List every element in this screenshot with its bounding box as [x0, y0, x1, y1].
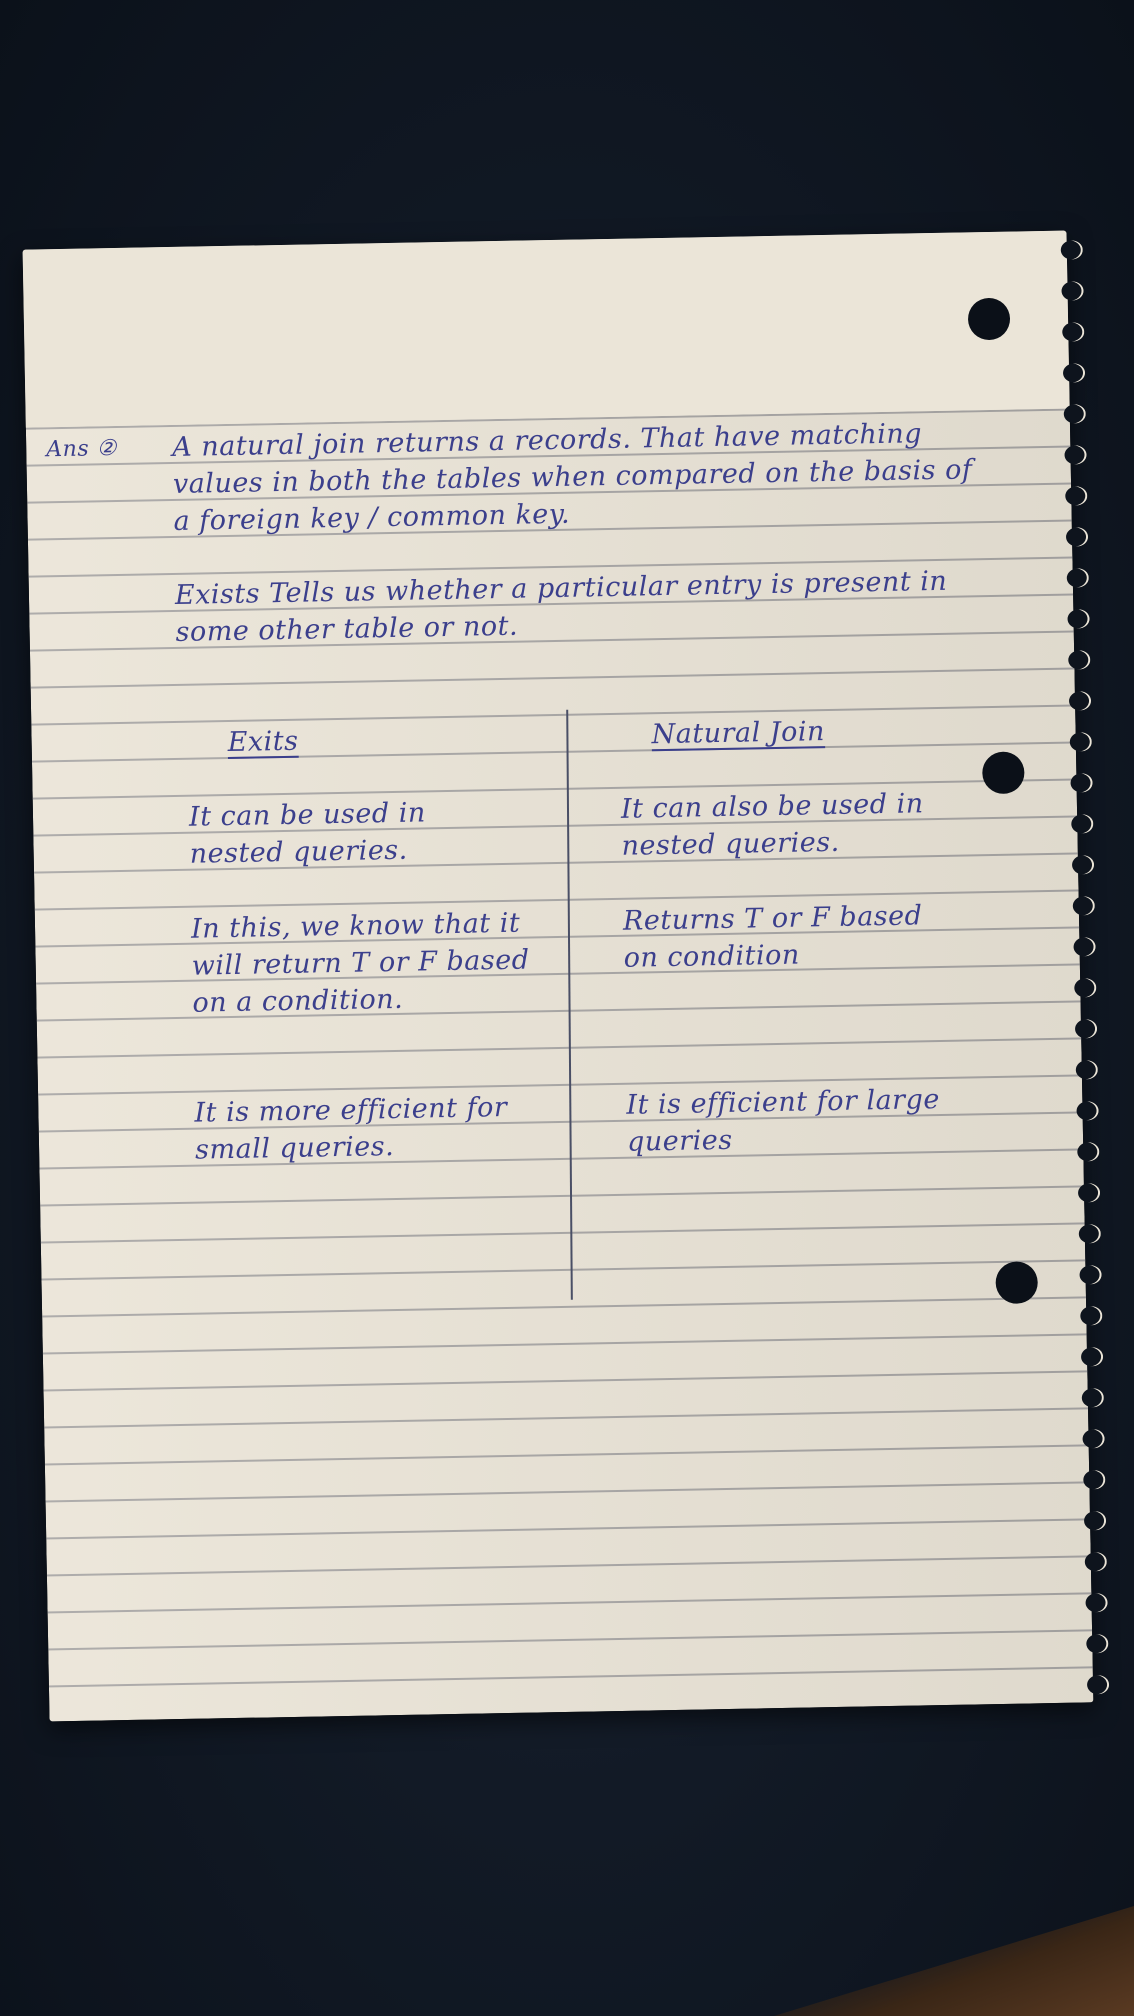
spiral-hole	[1080, 1306, 1102, 1325]
spiral-hole	[1063, 363, 1085, 382]
spiral-hole	[1087, 1675, 1109, 1694]
left-column-heading: Exits	[227, 725, 299, 759]
spiral-hole	[1079, 1224, 1101, 1243]
natural-join-definition: A natural join returns a records. That have matching values in both the tables when compared on the basis of a foreign key / common key.	[171, 418, 982, 537]
spiral-torn-edge	[1054, 230, 1119, 1702]
floor-corner	[774, 1906, 1134, 2016]
left-point-3: It is more efficient for small queries.	[194, 1091, 517, 1166]
spiral-hole	[1070, 773, 1092, 792]
spiral-hole	[1067, 568, 1089, 587]
spiral-hole	[1084, 1511, 1106, 1530]
spiral-hole	[1071, 814, 1093, 833]
punch-hole-middle	[982, 751, 1025, 794]
spiral-hole	[1064, 445, 1086, 464]
right-point-2: Returns T or F based on condition	[622, 900, 932, 974]
spiral-hole	[1069, 691, 1091, 710]
spiral-hole	[1064, 404, 1086, 423]
spiral-hole	[1079, 1265, 1101, 1284]
spiral-hole	[1072, 855, 1094, 874]
left-point-2: In this, we know that it will return T or F based on a condition.	[190, 907, 539, 1019]
notebook-page	[23, 231, 1094, 1722]
left-point-1: It can be used in nested queries.	[188, 797, 436, 870]
spiral-hole	[1085, 1552, 1107, 1571]
spiral-hole	[1082, 1388, 1104, 1407]
spiral-hole	[1083, 1470, 1105, 1489]
spiral-hole	[1070, 732, 1092, 751]
punch-hole-bottom	[995, 1261, 1038, 1304]
spiral-hole	[1076, 1060, 1098, 1079]
punch-hole-top	[968, 298, 1011, 341]
spiral-hole	[1065, 486, 1087, 505]
spiral-hole	[1073, 896, 1095, 915]
spiral-hole	[1074, 978, 1096, 997]
spiral-hole	[1086, 1634, 1108, 1653]
spiral-hole	[1062, 322, 1084, 341]
spiral-hole	[1068, 650, 1090, 669]
column-divider	[566, 710, 573, 1300]
spiral-hole	[1077, 1142, 1099, 1161]
spiral-hole	[1085, 1593, 1107, 1612]
spiral-hole	[1067, 609, 1089, 628]
exists-definition: Exists Tells us whether a particular entry is present in some other table or not.	[174, 565, 957, 648]
right-point-1: It can also be used in nested queries.	[620, 788, 933, 862]
spiral-hole	[1081, 1347, 1103, 1366]
right-point-3: It is efficient for large queries	[626, 1083, 950, 1158]
spiral-hole	[1066, 527, 1088, 546]
spiral-hole	[1075, 1019, 1097, 1038]
spiral-hole	[1061, 240, 1083, 259]
right-column-heading: Natural Join	[651, 716, 826, 751]
spiral-hole	[1082, 1429, 1104, 1448]
spiral-hole	[1078, 1183, 1100, 1202]
spiral-hole	[1076, 1101, 1098, 1120]
answer-label: Ans ②	[46, 435, 118, 463]
spiral-hole	[1061, 281, 1083, 300]
spiral-hole	[1073, 937, 1095, 956]
